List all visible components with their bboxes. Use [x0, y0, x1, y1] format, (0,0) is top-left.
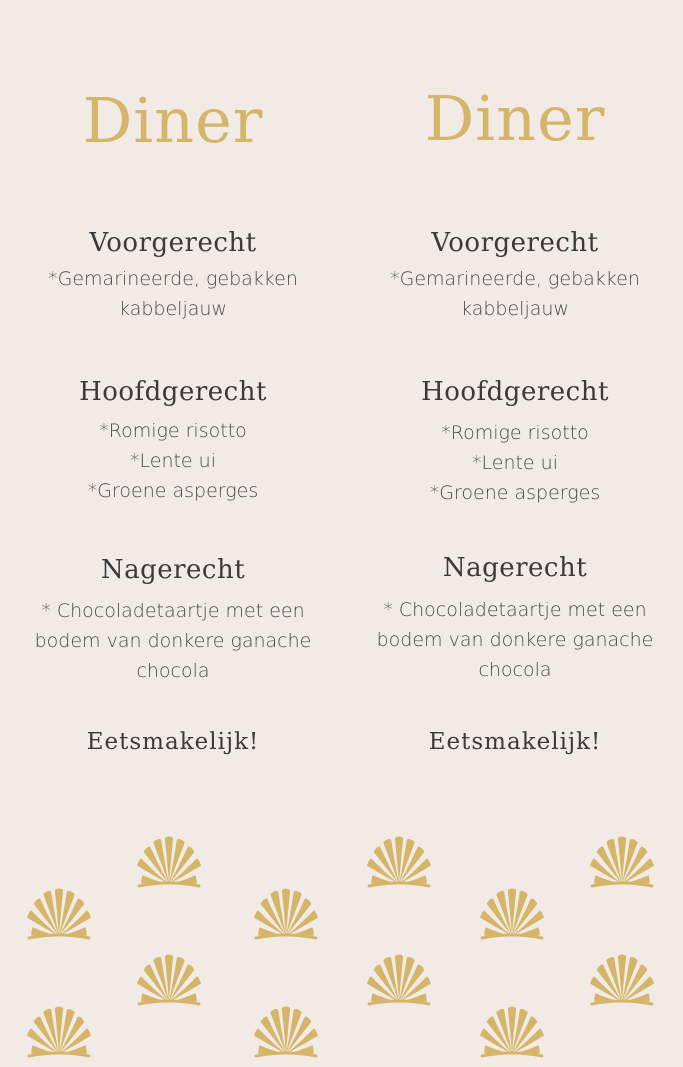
shell-icon	[250, 1002, 322, 1062]
dessert-description	[344, 595, 683, 685]
shell-icon	[250, 884, 322, 944]
starter-heading: Voorgerecht	[431, 228, 599, 258]
dessert-line: * Chocoladetaartje met een	[41, 600, 305, 622]
starter-description	[344, 264, 683, 324]
main-heading: Hoofdgerecht	[79, 377, 267, 407]
shell-icon	[363, 950, 435, 1010]
dessert-heading: Nagerecht	[100, 555, 246, 585]
dessert-line: bodem van donkere ganache	[34, 630, 312, 652]
menu-title: Diner	[82, 84, 264, 157]
starter-line: kabbeljauw	[119, 298, 227, 320]
shell-icon	[586, 832, 658, 892]
shell-icon	[476, 1002, 548, 1062]
starter-line: *Gemarineerde, gebakken	[48, 268, 298, 290]
main-line: *Groene asperges	[87, 480, 259, 502]
closing-text: Eetsmakelijk!	[86, 729, 260, 755]
shell-icon	[133, 950, 205, 1010]
main-heading: Hoofdgerecht	[421, 377, 609, 407]
dessert-heading: Nagerecht	[442, 553, 588, 583]
dessert-line: bodem van donkere ganache	[376, 629, 654, 651]
main-line: *Romige risotto	[99, 420, 247, 442]
main-line: *Romige risotto	[441, 422, 589, 444]
menu-title: Diner	[424, 82, 606, 155]
main-description	[2, 416, 344, 506]
shell-icon	[586, 950, 658, 1010]
starter-heading: Voorgerecht	[89, 228, 257, 258]
shell-icon	[23, 884, 95, 944]
starter-line: kabbeljauw	[461, 298, 569, 320]
shell-icon	[476, 884, 548, 944]
closing-text: Eetsmakelijk!	[428, 729, 602, 755]
main-description	[344, 418, 683, 508]
dessert-line: chocola	[478, 659, 552, 681]
dessert-line: chocola	[136, 660, 210, 682]
starter-description	[2, 264, 344, 324]
main-line: *Groene asperges	[429, 482, 601, 504]
dessert-description	[2, 596, 344, 686]
main-line: *Lente ui	[472, 452, 558, 474]
starter-line: *Gemarineerde, gebakken	[390, 268, 640, 290]
main-line: *Lente ui	[130, 450, 216, 472]
shell-icon	[133, 832, 205, 892]
shell-icon	[23, 1002, 95, 1062]
dessert-line: * Chocoladetaartje met een	[383, 599, 647, 621]
shell-icon	[363, 832, 435, 892]
